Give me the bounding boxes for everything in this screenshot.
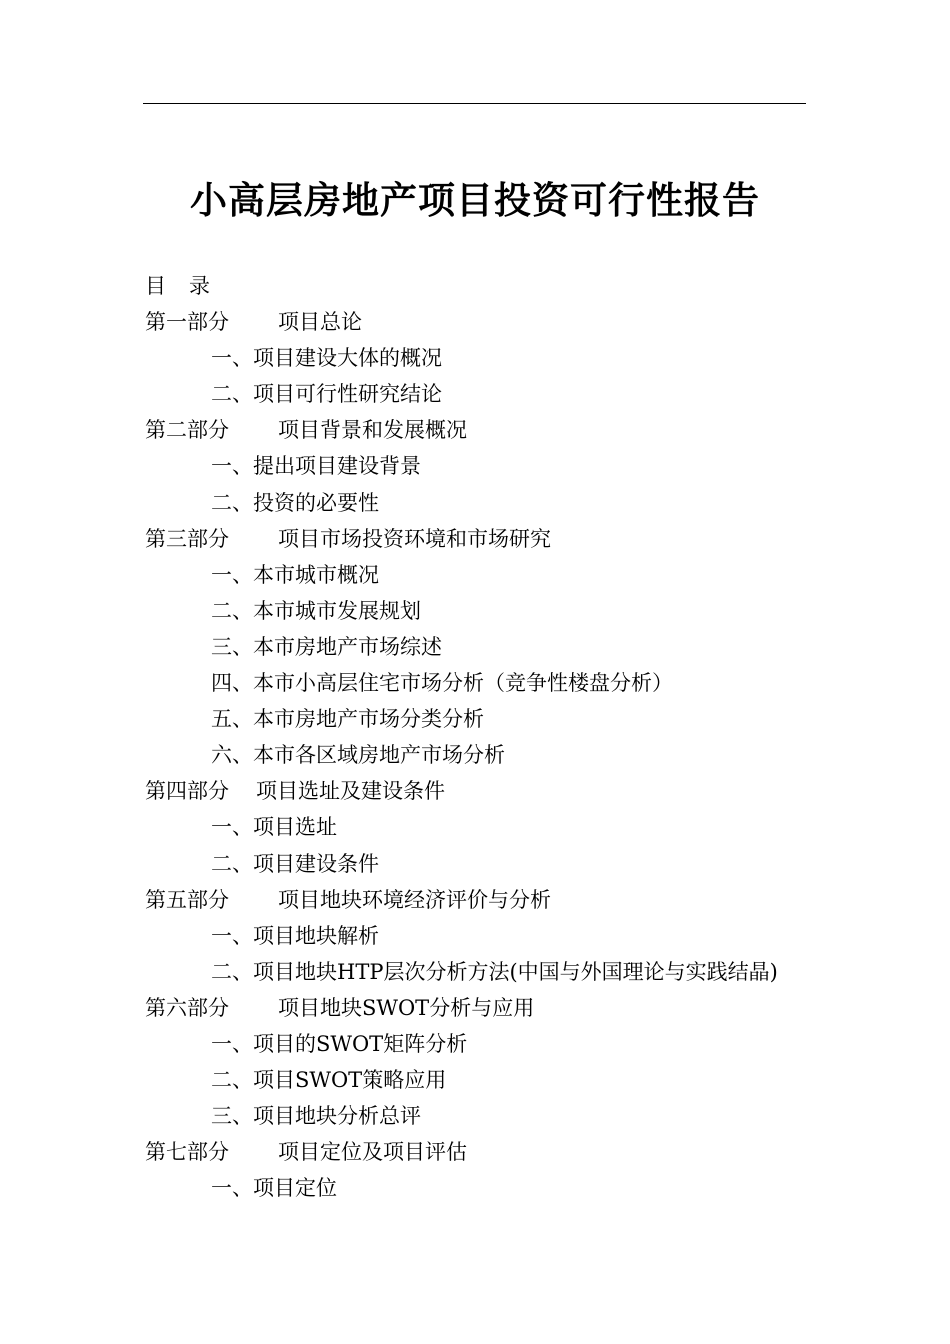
toc-section-number: 第五部分 [145,887,229,912]
toc-item [145,1098,825,1134]
toc-item-text: 三、本市房地产市场综述 [211,634,442,659]
toc-item [145,846,825,882]
toc-section-title: 项目地块环境经济评价与分析 [278,887,551,912]
toc-heading-char-2: 录 [189,274,210,298]
toc-item-text: 六、本市各区域房地产市场分析 [211,743,505,768]
toc-item-text: 一、项目选址 [211,815,337,840]
toc-item-text: 四、本市小高层住宅市场分析（竞争性楼盘分析） [211,671,673,696]
toc-item-text: 五、本市房地产市场分类分析 [211,707,484,732]
toc-section-title: 项目定位及项目评估 [278,1140,467,1165]
toc-item [145,593,825,629]
toc-heading-char-1: 目 [145,274,166,298]
toc-section-number: 第二部分 [145,418,229,443]
toc-section-number: 第四部分 [145,779,229,804]
toc-item-text: 一、项目建设大体的概况 [211,346,442,371]
toc-section-title: 项目总论 [278,310,362,335]
toc-item-text: 二、项目建设条件 [211,851,379,876]
toc-section [145,773,825,809]
toc-item-text: 一、项目的SWOT矩阵分析 [211,1031,468,1056]
toc-section-title: 项目市场投资环境和市场研究 [278,526,551,551]
toc-item [145,376,825,412]
toc-item [145,918,825,954]
toc-item-text: 二、项目可行性研究结论 [211,382,442,407]
toc-section [145,1134,825,1170]
toc-item [145,448,825,484]
toc-section-number: 第七部分 [145,1140,229,1165]
toc-item-text: 二、投资的必要性 [211,490,379,515]
toc-item [145,954,825,990]
toc-item-text: 一、项目定位 [211,1176,337,1201]
toc-item [145,557,825,593]
toc-section [145,304,825,340]
toc-item [145,485,825,521]
toc-item [145,1026,825,1062]
toc-section [145,990,825,1026]
toc-item-text: 一、提出项目建设背景 [211,454,421,479]
toc-section-title: 项目背景和发展概况 [278,418,467,443]
toc-item [145,1062,825,1098]
toc-section-title: 项目地块SWOT分析与应用 [278,995,535,1020]
toc-section [145,412,825,448]
toc-item-text: 一、项目地块解析 [211,923,379,948]
toc-heading [145,268,825,304]
toc-section [145,882,825,918]
toc-item-text: 一、本市城市概况 [211,562,379,587]
toc-item-text: 二、项目SWOT策略应用 [211,1068,447,1093]
toc-item [145,665,825,701]
toc-item [145,809,825,845]
toc-section-title: 项目选址及建设条件 [256,779,445,804]
toc-item-text: 二、本市城市发展规划 [211,598,421,623]
toc-section-number: 第六部分 [145,995,229,1020]
toc-section-number: 第三部分 [145,526,229,551]
toc-section [145,521,825,557]
toc-item [145,1170,825,1206]
header-rule [143,103,806,104]
toc-item [145,701,825,737]
toc-section-number: 第一部分 [145,310,229,335]
toc-item-text: 三、项目地块分析总评 [211,1104,421,1129]
toc-item [145,737,825,773]
toc-item [145,340,825,376]
toc-item [145,629,825,665]
table-of-contents [145,268,825,1206]
toc-item-text: 二、项目地块HTP层次分析方法(中国与外国理论与实践结晶) [211,959,778,984]
document-title: 小高层房地产项目投资可行性报告 [190,178,760,222]
